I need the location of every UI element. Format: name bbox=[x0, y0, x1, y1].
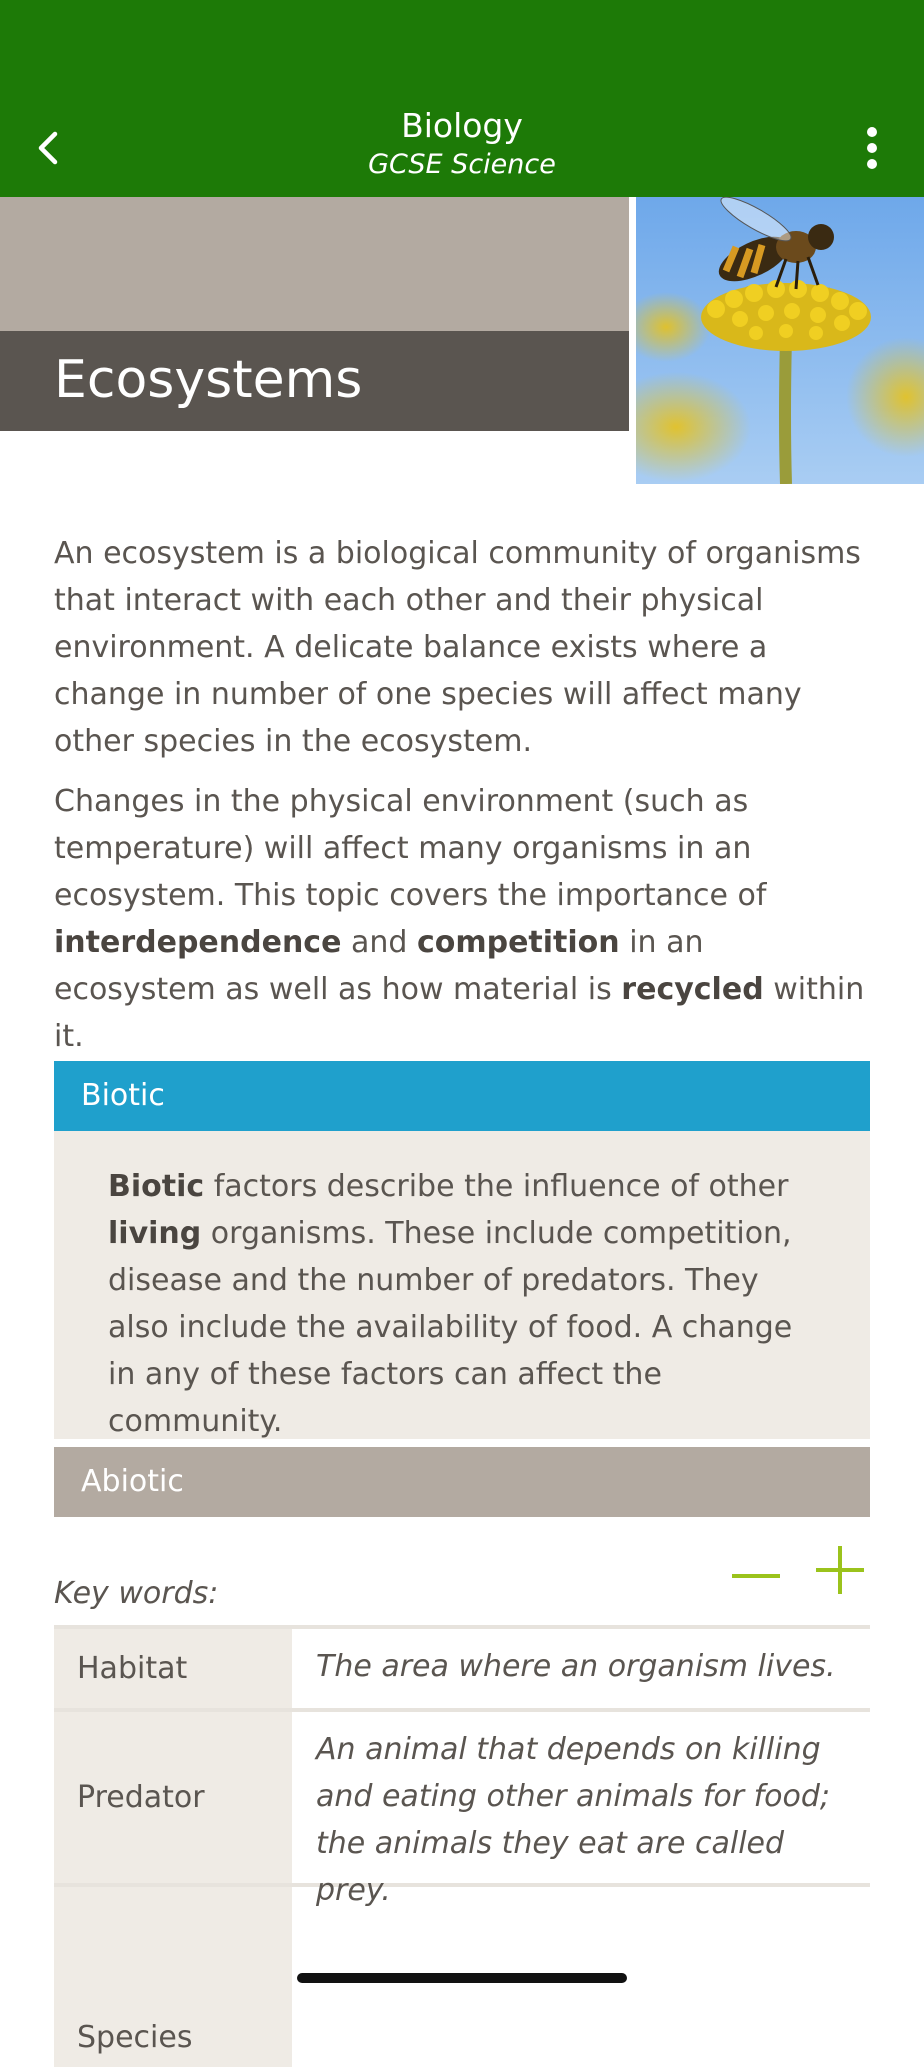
bee-on-flower-photo bbox=[636, 197, 924, 484]
biotic-section-body bbox=[54, 1131, 870, 1439]
key-words-label: Key words: bbox=[54, 1576, 219, 1611]
table-row bbox=[54, 1708, 870, 1908]
keyword-term: Habitat bbox=[54, 1629, 292, 1708]
intro-text-segment: and bbox=[341, 925, 417, 960]
biotic-text-segment: factors describe the influence of other bbox=[204, 1169, 789, 1204]
intro-text-segment: in an ecosystem as well as how material is bbox=[54, 925, 704, 1007]
hero-title-band bbox=[0, 331, 629, 431]
status-bar bbox=[0, 0, 924, 100]
intro-text bbox=[54, 530, 874, 1073]
abiotic-section-header[interactable] bbox=[54, 1447, 870, 1517]
keyword-recycled: recycled bbox=[621, 972, 764, 1007]
more-options-button[interactable] bbox=[848, 122, 896, 174]
keyword-term: Species bbox=[54, 1887, 292, 2067]
increase-text-size-button[interactable] bbox=[812, 1542, 868, 1598]
biotic-section-header[interactable] bbox=[54, 1061, 870, 1131]
abiotic-section-label: Abiotic bbox=[81, 1464, 184, 1499]
keyword-interdependence: interdependence bbox=[54, 925, 342, 960]
plus-icon bbox=[812, 1542, 868, 1598]
page-title: Ecosystems bbox=[54, 350, 363, 410]
hero-banner-top bbox=[0, 197, 629, 331]
keyword-biotic: Biotic bbox=[108, 1169, 205, 1204]
hero-image bbox=[636, 197, 924, 484]
keyword-competition: competition bbox=[416, 925, 620, 960]
biotic-section-label: Biotic bbox=[81, 1078, 165, 1113]
intro-paragraph-1: An ecosystem is a biological community of organisms that interact with each other and their physical environment. A delicate balance exists where a change in number of one species will affect many other species in the ecosystem. bbox=[54, 536, 861, 759]
keyword-definition: The area where an organism lives. bbox=[316, 1649, 836, 1684]
intro-text-segment: within it. bbox=[54, 972, 865, 1054]
table-row bbox=[54, 1625, 870, 1708]
app-bar bbox=[0, 100, 924, 197]
more-vertical-icon bbox=[865, 126, 879, 170]
biotic-text-segment: organisms. These include competition, disease and the number of predators. They also include the availability of food. A change in any of these factors can affect the community. bbox=[108, 1216, 793, 1439]
key-words-table bbox=[54, 1625, 870, 2067]
keyword-living: living bbox=[108, 1216, 202, 1251]
app-bar-titles bbox=[0, 104, 924, 182]
biotic-description bbox=[108, 1163, 828, 1445]
home-indicator[interactable] bbox=[297, 1973, 627, 1983]
app-bar-title: Biology bbox=[401, 106, 523, 145]
app-bar-subtitle: GCSE Science bbox=[368, 149, 556, 180]
decrease-text-size-button[interactable] bbox=[728, 1548, 784, 1604]
keyword-definition: An animal that depends on killing and eating other animals for food; the animals they eat are called prey. bbox=[316, 1732, 831, 1908]
minus-icon bbox=[728, 1548, 784, 1604]
intro-text-segment: Changes in the physical environment (such as temperature) will affect many organisms in an ecosystem. This topic covers the importance of bbox=[54, 784, 767, 913]
keyword-term: Predator bbox=[54, 1712, 292, 1883]
intro-paragraph-2 bbox=[54, 778, 874, 1060]
